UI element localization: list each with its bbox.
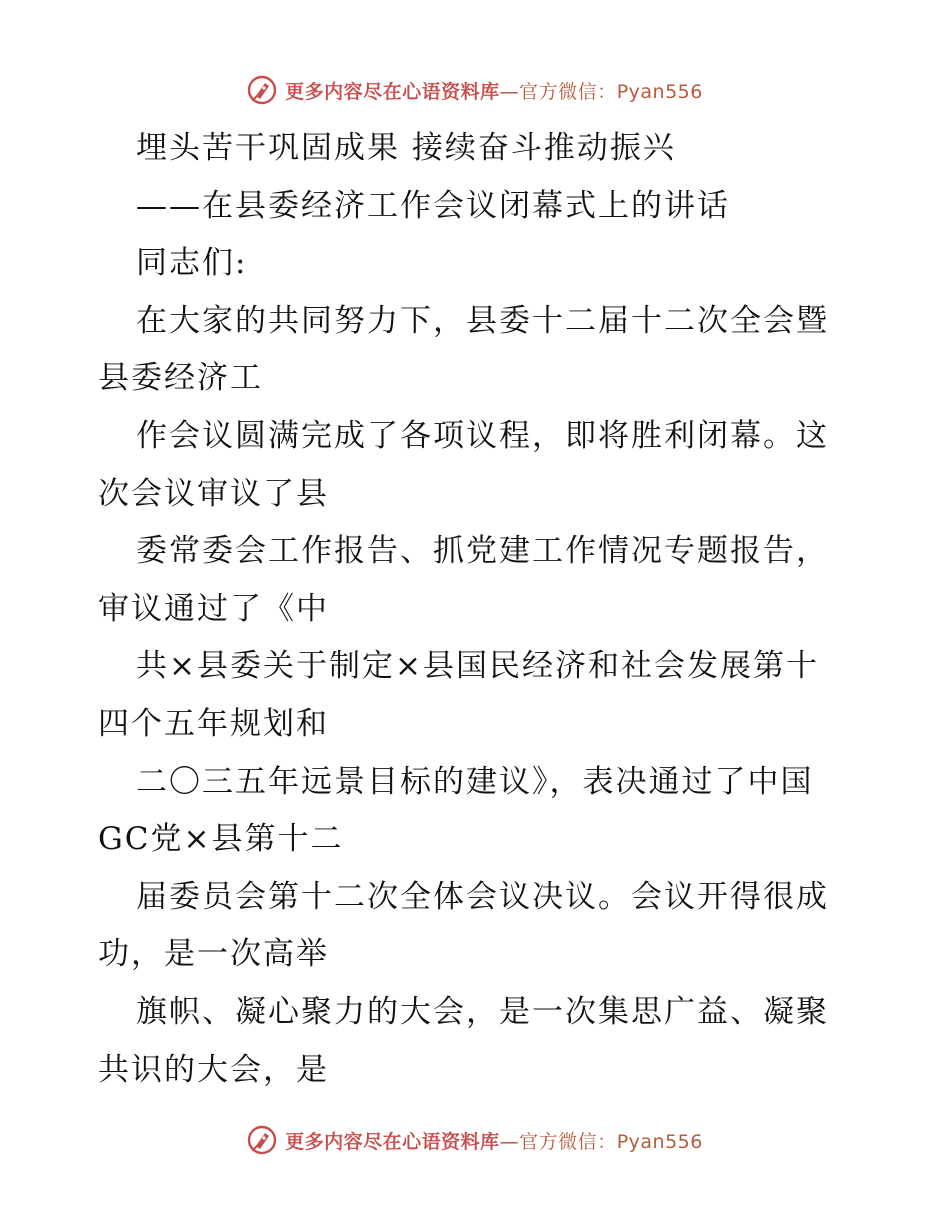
watermark-wechat-label: 官方微信： [519, 80, 617, 103]
text-line: 功，是一次高举 [98, 936, 329, 973]
text-line: 共×县委关于制定×县国民经济和社会发展第十 [136, 648, 819, 685]
watermark-site-name: 更多内容尽在心语资料库 [285, 1130, 500, 1153]
document-title: 埋头苦干巩固成果 接续奋斗推动振兴 [136, 130, 676, 166]
text-line: 共识的大会，是 [98, 1051, 329, 1088]
footer-watermark [0, 1120, 950, 1160]
text-line: 次会议审议了县 [98, 475, 329, 512]
text-line: 同志们: [136, 245, 248, 282]
watermark-separator: — [499, 1130, 520, 1153]
watermark-site-name: 更多内容尽在心语资料库 [285, 80, 500, 103]
text-line: 审议通过了《中 [98, 590, 329, 627]
text-line: 旗帜、凝心聚力的大会，是一次集思广益、凝聚 [136, 993, 829, 1030]
watermark-wechat-label: 官方微信： [519, 1130, 617, 1153]
header-watermark [0, 70, 950, 110]
text-line: 作会议圆满完成了各项议程，即将胜利闭幕。这 [136, 417, 829, 454]
text-line: 委常委会工作报告、抓党建工作情况专题报告， [136, 533, 829, 570]
text-line: GC党×县第十二 [98, 821, 344, 858]
document-body [98, 120, 858, 1099]
text-line: 县委经济工 [98, 360, 263, 397]
watermark-wechat-id: Pyan556 [616, 80, 703, 103]
pen-nib-circle-icon [247, 1125, 277, 1155]
text-line: 二〇三五年远景目标的建议》，表决通过了中国 [136, 763, 814, 800]
watermark-text [285, 1127, 703, 1154]
document-subtitle: ——在县委经济工作会议闭幕式上的讲话 [136, 187, 730, 224]
pen-nib-circle-icon [247, 75, 277, 105]
watermark-wechat-id: Pyan556 [616, 1130, 703, 1153]
text-line: 在大家的共同努力下，县委十二届十二次全会暨 [136, 302, 829, 339]
text-line: 届委员会第十二次全体会议决议。会议开得很成 [136, 878, 829, 915]
watermark-text [285, 77, 703, 104]
text-line: 四个五年规划和 [98, 705, 329, 742]
watermark-separator: — [499, 80, 520, 103]
